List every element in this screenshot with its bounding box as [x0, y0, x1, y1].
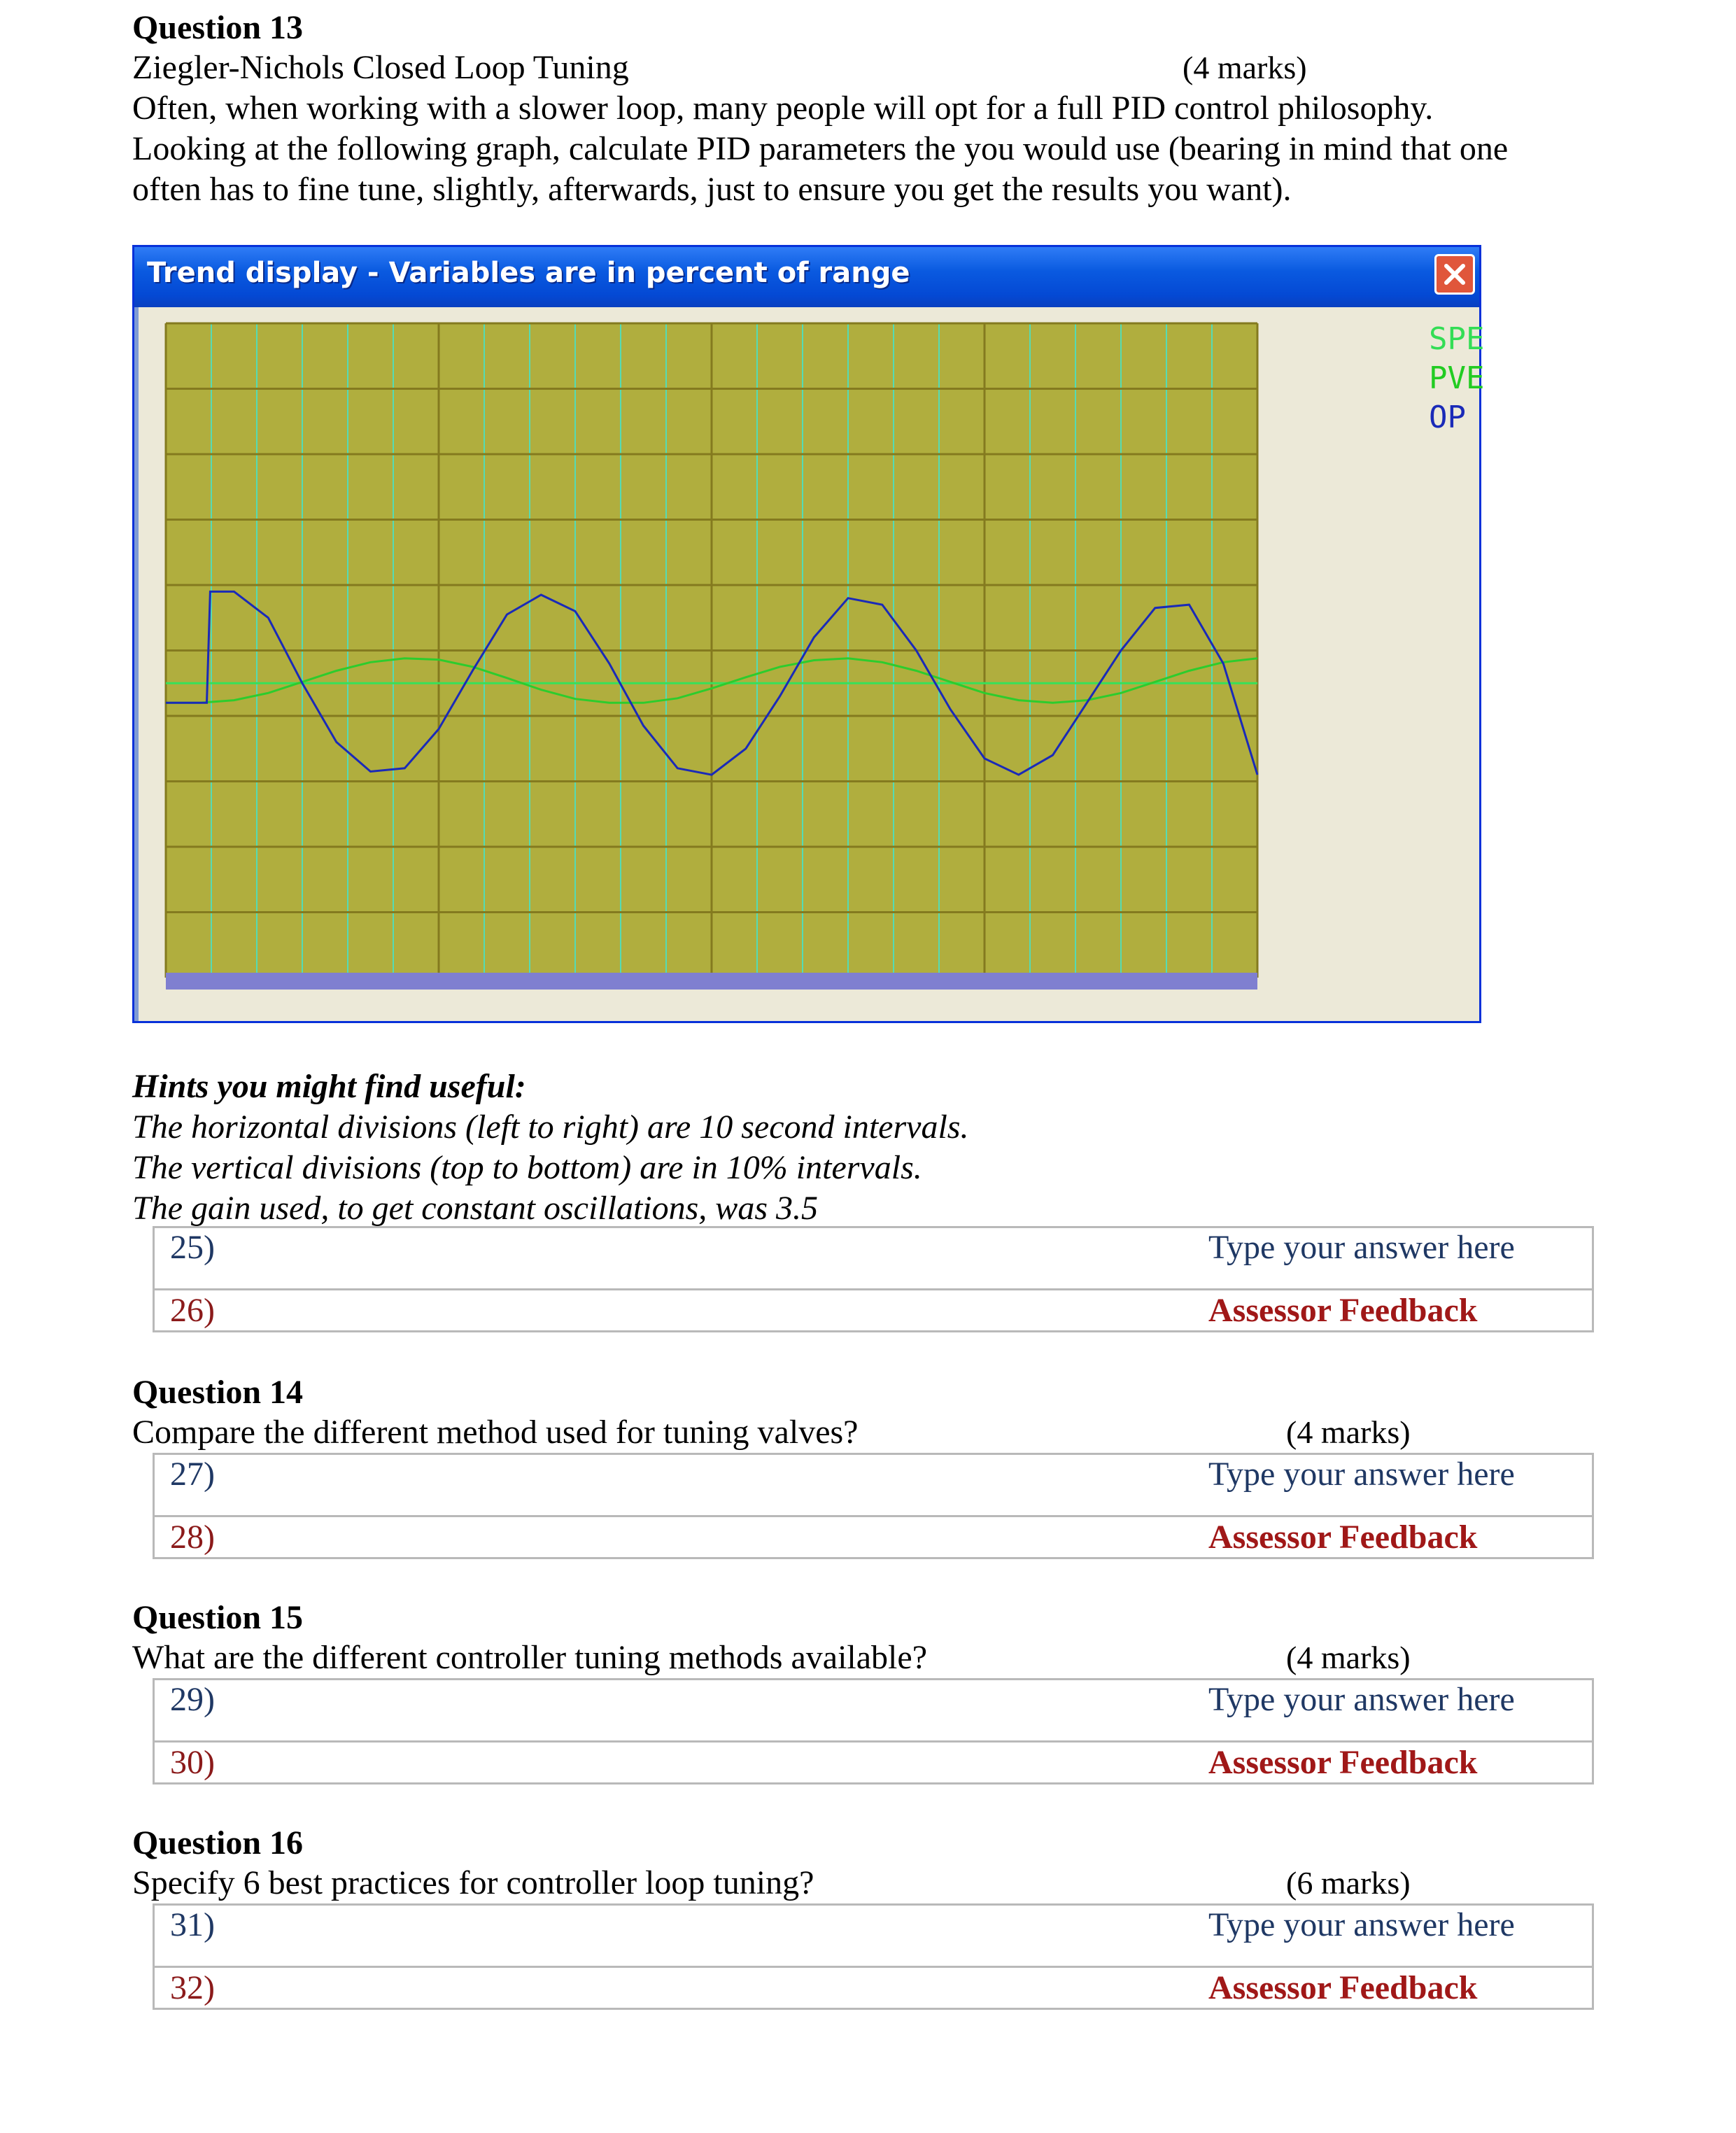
feedback-number: 26)	[170, 1292, 215, 1329]
close-icon[interactable]	[1434, 254, 1475, 295]
feedback-number: 28)	[170, 1519, 215, 1556]
hint-line-1: The horizontal divisions (left to right) are 10 second intervals.	[132, 1108, 969, 1146]
answer-table-q13	[153, 1226, 1594, 1332]
answer-number: 25)	[170, 1229, 215, 1266]
trend-window-title: Trend display - Variables are in percent of range	[147, 257, 910, 289]
hint-line-3: The gain used, to get constant oscillations, was 3.5	[132, 1190, 818, 1227]
answer-number: 27)	[170, 1456, 215, 1493]
question-13-marks: (4 marks)	[1183, 50, 1307, 85]
answer-table-q14	[153, 1453, 1594, 1559]
answer-number: 31)	[170, 1906, 215, 1943]
assessor-feedback-field[interactable]: Assessor Feedback	[1208, 1292, 1478, 1329]
answer-table-q16	[153, 1903, 1594, 2010]
question-14-title: Question 14	[132, 1374, 304, 1411]
feedback-number: 32)	[170, 1969, 215, 2006]
answer-input[interactable]: Type your answer here	[1208, 1906, 1515, 1943]
question-13-title: Question 13	[132, 9, 304, 46]
question-16-marks: (6 marks)	[1286, 1865, 1411, 1901]
assessor-feedback-field[interactable]: Assessor Feedback	[1208, 1744, 1478, 1781]
hint-line-2: The vertical divisions (top to bottom) are in 10% intervals.	[132, 1149, 922, 1186]
plot-baseline-bar	[166, 973, 1257, 990]
assessor-feedback-field[interactable]: Assessor Feedback	[1208, 1969, 1478, 2006]
assessor-feedback-field[interactable]: Assessor Feedback	[1208, 1519, 1478, 1556]
legend-pve: PVE	[1429, 360, 1485, 396]
question-13-subtitle: Ziegler-Nichols Closed Loop Tuning	[132, 49, 629, 86]
question-14-body: Compare the different method used for tuning valves?	[132, 1414, 859, 1451]
question-13-body-line-2: Looking at the following graph, calculate PID parameters the you would use (bearing in mind that one	[132, 130, 1509, 167]
question-16-body: Specify 6 best practices for controller loop tuning?	[132, 1864, 814, 1901]
feedback-number: 30)	[170, 1744, 215, 1781]
answer-input[interactable]: Type your answer here	[1208, 1681, 1515, 1718]
question-13-body-line-1: Often, when working with a slower loop, many people will opt for a full PID control philosophy.	[132, 90, 1434, 127]
answer-table-q15	[153, 1678, 1594, 1784]
question-15-marks: (4 marks)	[1286, 1640, 1411, 1675]
answer-number: 29)	[170, 1681, 215, 1718]
question-15-title: Question 15	[132, 1599, 304, 1636]
question-13-body-line-3: often has to fine tune, slightly, afterwards, just to ensure you get the results you want).	[132, 171, 1292, 208]
hints-heading: Hints you might find useful:	[132, 1068, 526, 1105]
answer-input[interactable]: Type your answer here	[1208, 1456, 1515, 1493]
legend-spe: SPE	[1429, 321, 1485, 357]
trend-plot	[163, 321, 1260, 992]
answer-input[interactable]: Type your answer here	[1208, 1229, 1515, 1266]
question-16-title: Question 16	[132, 1824, 304, 1861]
question-15-body: What are the different controller tuning methods available?	[132, 1639, 927, 1676]
question-14-marks: (4 marks)	[1286, 1414, 1411, 1450]
legend-op: OP	[1429, 400, 1466, 435]
trend-titlebar[interactable]	[134, 247, 1479, 307]
